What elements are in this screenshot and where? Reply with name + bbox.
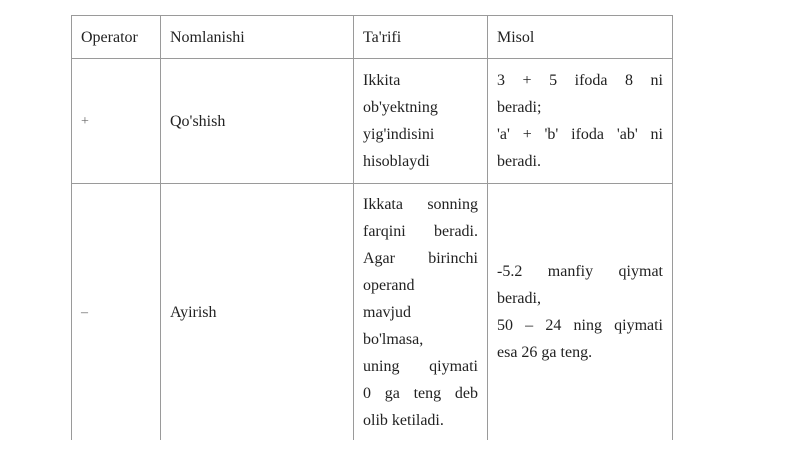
definition-line: hisoblaydi (363, 153, 430, 170)
header-definition: Ta'rifi (354, 16, 488, 59)
name-cell: Qo'shish (161, 59, 354, 184)
example-cell (488, 184, 673, 441)
table-row (72, 59, 673, 184)
definition-line: Ikkata sonning (363, 195, 478, 213)
example-line: 'a' + 'b' ifoda 'ab' ni (497, 126, 663, 143)
example-line: beradi; (497, 99, 542, 116)
example-line: esa 26 ga teng. (497, 344, 593, 361)
operator-cell: – (72, 184, 161, 441)
definition-cell (354, 59, 488, 184)
example-cell (488, 59, 673, 184)
example-line: 50 – 24 ning qiymati (497, 317, 663, 334)
example-line: beradi, (497, 290, 541, 307)
definition-line: yig'indisini (363, 126, 435, 143)
definition-line: olib ketiladi. (363, 411, 444, 429)
operators-table (71, 15, 673, 440)
definition-line: 0 ga teng deb (363, 384, 478, 402)
header-name: Nomlanishi (161, 16, 354, 59)
table-header-row (72, 16, 673, 59)
example-line: 3 + 5 ifoda 8 ni (497, 72, 663, 89)
definition-cell (354, 184, 488, 441)
operator-cell: + (72, 59, 161, 184)
table-row (72, 184, 673, 441)
definition-line: Ikkita (363, 72, 401, 89)
definition-line: mavjud (363, 303, 411, 321)
name-cell: Ayirish (161, 184, 354, 441)
definition-line: operand (363, 276, 415, 294)
definition-line: bo'lmasa, (363, 330, 424, 348)
definition-line: uning qiymati (363, 357, 478, 375)
example-line: beradi. (497, 153, 541, 170)
header-operator: Operator (72, 16, 161, 59)
header-example: Misol (488, 16, 673, 59)
definition-line: Agar birinchi (363, 249, 478, 267)
example-line: -5.2 manfiy qiymat (497, 263, 663, 280)
definition-line: ob'yektning (363, 99, 438, 116)
definition-line: farqini beradi. (363, 222, 478, 240)
